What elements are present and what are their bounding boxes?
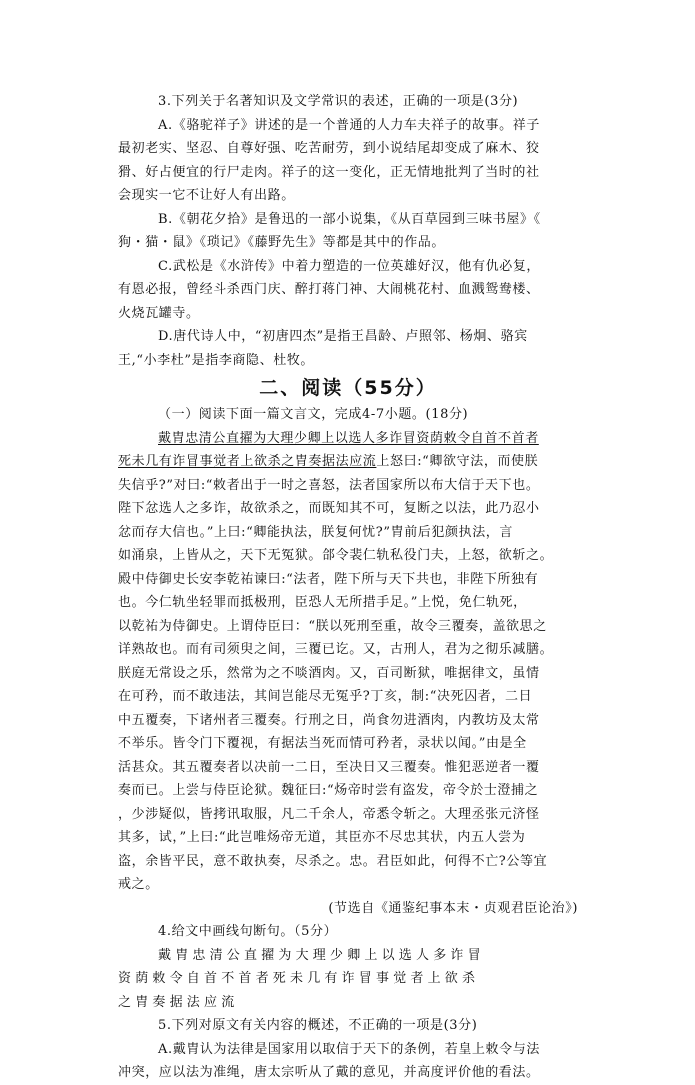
passage-line: 盗，余皆平民，意不敢执奏，尽杀之。忠。君臣如此，何得不亡?公等宜: [118, 853, 548, 869]
passage-source: (节选自《通鉴纪事本末・贞观君臣论治》): [328, 900, 578, 916]
q4-spaced-line: 资荫敕令自首不首者死未几有诈冒事觉者上欲杀: [118, 971, 480, 986]
passage-line: [118, 427, 578, 451]
passage-line: 中五覆奏，下诸州者三覆奏。行刑之日，尚食勿进酒肉，内教坊及太常: [118, 712, 540, 728]
q5-stem: 5.下列对原文有关内容的概述，不正确的一项是(3分): [158, 1018, 478, 1033]
passage-line: 也。今仁轨坐轻罪而抵极刑，臣恐人无所措手足。”上悦，免仁轨死，: [118, 595, 527, 610]
passage-line: 活甚众。其五覆奏者以决前一二日，至决日又三覆奏。惟犯恶逆者一覆: [118, 759, 540, 775]
q3-option-d-line: 王,“小李杜”是指李商隐、杜牧。: [118, 352, 315, 368]
q4-spaced-line: 之胄奏据法应流: [118, 994, 239, 1010]
passage-line: 奏而已。上尝与侍臣论狱。魏征曰:“炀帝时尝有盗发，帝令於士澄捕之: [118, 783, 539, 798]
underlined-sentence: 戴胄忠清公直擢为大理少卿上以选人多诈冒资荫敕令自首不首者: [158, 430, 539, 446]
q5-option-a-line: A.戴胄认为法律是国家用以取信于天下的条例，若皇上敕令与法: [158, 1041, 540, 1057]
q3-option-d-line: D.唐代诗人中，“初唐四杰”是指王昌龄、卢照邻、杨炯、骆宾: [158, 329, 528, 344]
passage-intro: （一）阅读下面一篇文言文，完成4-7小题。(18分): [158, 407, 469, 422]
q3-stem: 3.下列关于名著知识及文学常识的表述，正确的一项是(3分): [158, 94, 519, 109]
passage-text: 上怒曰:“卿欲守法，而使朕: [376, 454, 539, 469]
q3-option-b-line: B.《朝花夕拾》是鲁迅的一部小说集，《从百草园到三味书屋》《: [158, 211, 541, 227]
q3-option-a-line: 会现实一它不让好人有出路。: [118, 188, 295, 203]
passage-line: ，少涉疑似，皆拷讯取服，凡二千余人，帝悉令斩之。大理丞张元济怪: [118, 806, 540, 822]
q3-option-a-line: A.《骆驼祥子》讲述的是一个普通的人力车夫祥子的故事。祥子: [158, 117, 540, 133]
passage-line: [118, 450, 578, 474]
passage-line: 失信乎?”对曰:“敕者出于一时之喜怒，法者国家所以布大信于天下也。: [118, 477, 540, 493]
q4-spaced-line: 戴胄忠清公直擢为大理少卿上以选人多诈冒: [158, 947, 485, 963]
passage-line: 不举乐。皆令门下覆视，有据法当死而情可矜者，录状以闻。”由是全: [118, 736, 527, 751]
q3-option-c-line: 火烧瓦罐寺。: [118, 305, 200, 321]
underlined-sentence: 死未几有诈冒事觉者上欲杀之胄奏据法应流: [118, 454, 377, 469]
q3-option-a-line: 最初老实、坚忍、自尊好强、吃苦耐劳，到小说结尾却变成了麻木、狡: [118, 141, 540, 156]
passage-line: 朕庭无常设之乐，然常为之不啖酒肉。又，百司断狱，唯据律文，虽情: [118, 665, 540, 681]
q3-option-c-line: 有恩必报，曾经斗杀西门庆、醉打蒋门神、大闹桃花村、血溅鸳鸯楼、: [118, 282, 540, 297]
q3-option-b-line: 狗・猫・鼠》《琐记》《藤野先生》等都是其中的作品。: [118, 235, 446, 250]
passage-line: 以乾祐为侍御史。上谓侍臣曰：“朕以死刑至重，故令三覆奏，盖欲思之: [118, 618, 547, 634]
q4-stem: 4.给文中画线句断句。（5分）: [158, 924, 338, 939]
document-page: [118, 90, 578, 1085]
q5-option-a-line: 冲突，应以法为准绳，唐太宗听从了戴的意见，并高度评价他的看法。: [118, 1065, 540, 1080]
passage-line: 在可矜，而不敢违法，其间岂能尽无冤乎?丁亥，制:“决死囚者，二日: [118, 689, 533, 704]
passage-line: 详熟故也。而有司须臾之间，三覆已讫。又，古刑人，君为之彻乐减膳。: [118, 642, 554, 657]
q3-option-a-line: 猾、好占便宜的行尸走肉。祥子的这一变化，正无情地批判了当时的社: [118, 164, 540, 180]
passage-line: 殿中侍御史长安李乾祐谏曰:“法者，陛下所与天下共也，非陛下所独有: [118, 571, 539, 587]
q3-option-c-line: C.武松是《水浒传》中着力塑造的一位英雄好汉，他有仇必复，: [158, 258, 541, 274]
passage-line: 陛下忿选人之多诈，故欲杀之，而既知其不可，复断之以法，此乃忍小: [118, 501, 540, 516]
passage-line: 如涌泉，上皆从之，天下无冤狱。郃令裴仁轨私役门夫，上怒，欲斩之。: [118, 548, 554, 563]
passage-line: 其多，试，”上曰:“此岂唯炀帝无道，其臣亦不尽忠其状，内五人尝为: [118, 830, 526, 845]
section-heading: 二、阅读（55分）: [259, 377, 437, 399]
passage-line: 忿而存大信也。”上曰:“卿能执法，朕复何忧?”胄前后犯颜执法，言: [118, 524, 513, 540]
passage-line: 戒之。: [118, 877, 159, 892]
